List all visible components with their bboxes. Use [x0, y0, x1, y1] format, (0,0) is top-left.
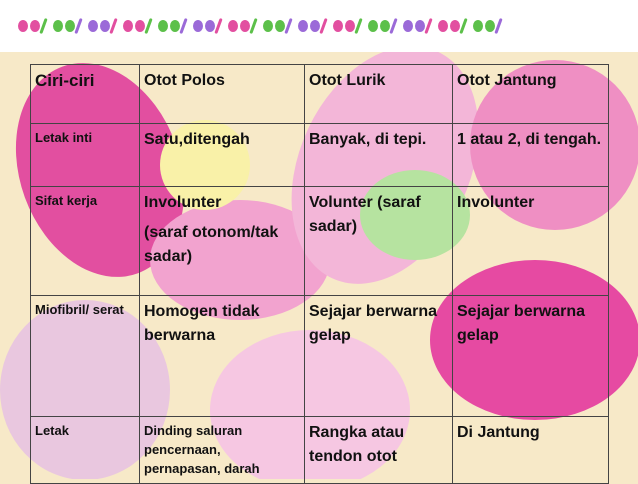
- butterfly-icon: [333, 18, 360, 34]
- butterfly-icon: [473, 18, 500, 34]
- row-label: Sifat kerja: [31, 187, 140, 296]
- cell-polos-note: (saraf otonom/tak sadar): [144, 224, 279, 265]
- cell-jantung: Involunter: [453, 187, 609, 296]
- cell-polos-main: Involunter: [144, 194, 222, 211]
- butterfly-icon: [228, 18, 255, 34]
- row-label: Letak inti: [31, 124, 140, 187]
- cell-lurik: Rangka atau tendon otot: [305, 417, 453, 484]
- cell-lurik: Sejajar berwarna gelap: [305, 296, 453, 417]
- cell-jantung: Di Jantung: [453, 417, 609, 484]
- cell-lurik: Volunter (saraf sadar): [305, 187, 453, 296]
- butterfly-icon: [403, 18, 430, 34]
- row-label: Miofibril/ serat: [31, 296, 140, 417]
- cell-polos: Satu,ditengah: [140, 124, 305, 187]
- table-row: [31, 417, 609, 484]
- butterfly-icon: [193, 18, 220, 34]
- cell-polos: Homogen tidak berwarna: [140, 296, 305, 417]
- butterfly-icon: [158, 18, 185, 34]
- header-polos: Otot Polos: [140, 65, 305, 124]
- cell-lurik: Banyak, di tepi.: [305, 124, 453, 187]
- table-row: [31, 124, 609, 187]
- butterfly-icon: [263, 18, 290, 34]
- cell-jantung: 1 atau 2, di tengah.: [453, 124, 609, 187]
- muscle-comparison-table: [30, 64, 609, 484]
- header-lurik: Otot Lurik: [305, 65, 453, 124]
- row-label: Letak: [31, 417, 140, 484]
- butterfly-icon: [298, 18, 325, 34]
- butterfly-icon: [88, 18, 115, 34]
- butterfly-icon: [368, 18, 395, 34]
- cell-jantung: Sejajar berwarna gelap: [453, 296, 609, 417]
- header-ciri: Ciri-ciri: [31, 65, 140, 124]
- butterfly-icon: [123, 18, 150, 34]
- cell-polos: [140, 187, 305, 296]
- table-row: [31, 187, 609, 296]
- header-jantung: Otot Jantung: [453, 65, 609, 124]
- cell-polos: Dinding saluran pencernaan, pernapasan, darah: [140, 417, 305, 484]
- table-header-row: [31, 65, 609, 124]
- butterfly-icon: [53, 18, 80, 34]
- table-row: [31, 296, 609, 417]
- butterfly-icon: [438, 18, 465, 34]
- butterfly-icon: [18, 18, 45, 34]
- butterfly-border: [0, 0, 638, 52]
